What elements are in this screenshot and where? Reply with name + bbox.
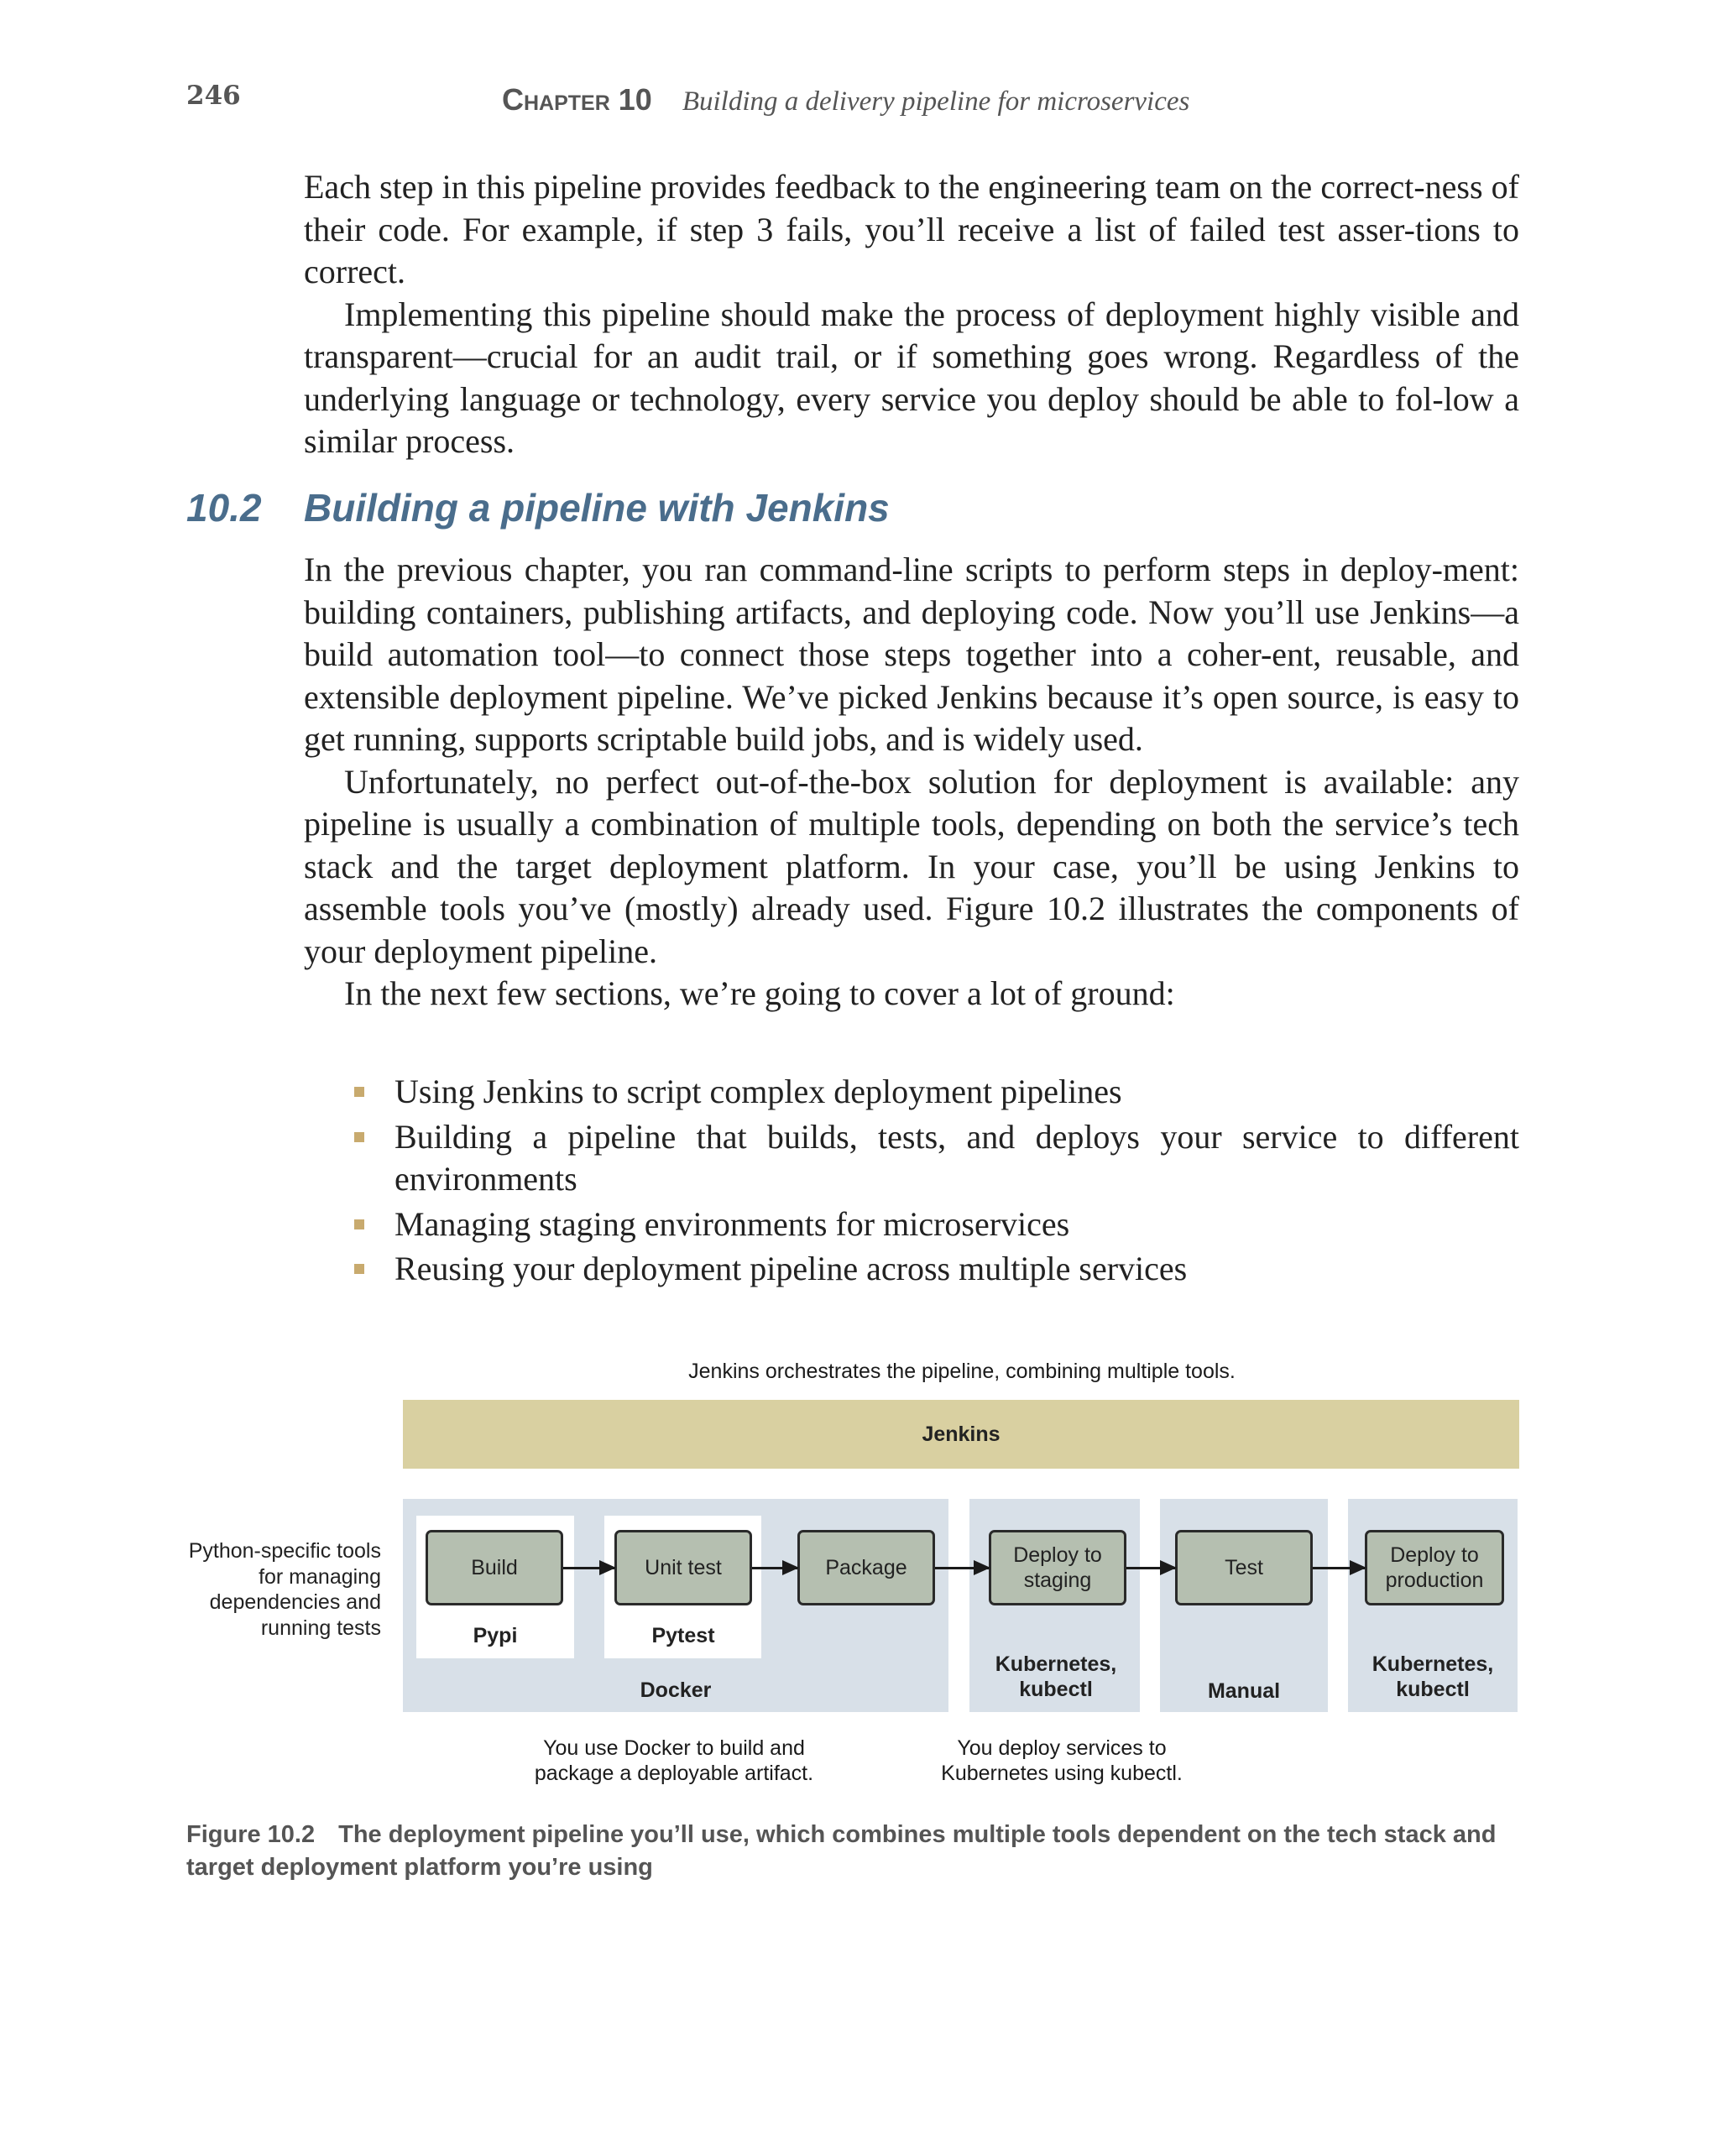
intro-paragraph-2: Implementing this pipeline should make the process of deployment highly visible and transparent—crucial for an audit trail, or if something goes wrong. Regardless of the underlying language or technology, every service you deploy should be able to fol-low a similar process. <box>304 295 1519 460</box>
list-item-text: Using Jenkins to script complex deployment pipelines <box>394 1073 1122 1110</box>
section-title: Building a pipeline with Jenkins <box>304 486 890 530</box>
running-head <box>502 82 1189 117</box>
bullet-square-icon <box>354 1132 364 1142</box>
kubernetes-production-label: Kubernetes, kubectl <box>1372 1652 1494 1701</box>
section-paragraph-3: In the next few sections, we’re going to cover a lot of ground: <box>344 974 1175 1012</box>
pytest-label: Pytest <box>651 1624 715 1647</box>
section-paragraph-1: In the previous chapter, you ran command-line scripts to perform steps in deploy-ment: building containers, publishing artifacts, and deploying code. Now you’ll use Jenkins—a build automation tool—to connect those steps together into a coher-ent, reusable, and extensible deployment pipeline. We’ve picked Jenkins because it’s open source, is easy to get running, supports scriptable build jobs, and is widely used. <box>304 551 1519 758</box>
bullet-square-icon <box>354 1087 364 1097</box>
chapter-title: Building a delivery pipeline for microservices <box>682 86 1190 117</box>
kubernetes-callout: You deploy services to Kubernetes using kubectl. <box>941 1736 1183 1785</box>
package-step: Package <box>797 1530 935 1605</box>
docker-callout: You use Docker to build and package a deployable artifact. <box>534 1736 814 1785</box>
section-paragraph-2: Unfortunately, no perfect out-of-the-box solution for deployment is available: any pipeline is usually a combination of multiple tools, depending on both the service’s tech stack and the target deployment platform. In your case, you’ll be using Jenkins to assemble tools you’ve (mostly) already used. Figure 10.2 illustrates the components of your deployment pipeline. <box>304 762 1519 970</box>
list-item <box>304 1203 1519 1246</box>
chapter-label: Chapter 10 <box>502 82 652 117</box>
bullet-list <box>304 1071 1519 1293</box>
arrow-staging-to-test-icon <box>1126 1567 1175 1569</box>
figure-label: Figure 10.2 <box>186 1821 316 1848</box>
kubernetes-staging-label: Kubernetes, kubectl <box>995 1652 1117 1701</box>
section-text <box>304 549 1519 1015</box>
manual-label: Manual <box>1207 1679 1281 1703</box>
deploy-production-step: Deploy to production <box>1365 1530 1504 1605</box>
list-item <box>304 1116 1519 1201</box>
pypi-label: Pypi <box>473 1624 518 1647</box>
intro-text <box>304 166 1519 463</box>
jenkins-label: Jenkins <box>922 1422 1001 1446</box>
list-item <box>304 1071 1519 1114</box>
jenkins-callout: Jenkins orchestrates the pipeline, combining multiple tools. <box>688 1360 1236 1383</box>
unit-test-step: Unit test <box>614 1530 752 1605</box>
section-number: 10.2 <box>186 486 262 530</box>
list-item-text: Building a pipeline that builds, tests, and deploys your service to different environments <box>394 1117 1519 1198</box>
bullet-square-icon <box>354 1219 364 1229</box>
docker-label: Docker <box>640 1678 712 1702</box>
figure-caption <box>186 1819 1529 1883</box>
python-tools-note: Python-specific tools for managing dependencies and running tests <box>188 1539 381 1640</box>
list-item-text: Reusing your deployment pipeline across multiple services <box>394 1250 1188 1287</box>
deploy-staging-step: Deploy to staging <box>989 1530 1126 1605</box>
list-item-text: Managing staging environments for microservices <box>394 1204 1070 1243</box>
arrow-unit-test-to-package-icon <box>752 1567 797 1569</box>
test-step: Test <box>1175 1530 1313 1605</box>
arrow-build-to-unit-test-icon <box>563 1567 614 1569</box>
arrow-test-to-production-icon <box>1313 1567 1365 1569</box>
list-item <box>304 1248 1519 1291</box>
build-step: Build <box>426 1530 563 1605</box>
arrow-package-to-staging-icon <box>935 1567 989 1569</box>
section-heading <box>186 485 890 530</box>
jenkins-bar <box>403 1400 1519 1469</box>
page-number: 246 <box>186 81 241 111</box>
intro-paragraph-1: Each step in this pipeline provides feedback to the engineering team on the correct-ness of their code. For example, if step 3 fails, you’ll receive a list of failed test asser-tions to correct. <box>304 168 1519 290</box>
bullet-square-icon <box>354 1264 364 1274</box>
figure-caption-text: The deployment pipeline you’ll use, which combines multiple tools dependent on the tech stack and target deployment platform you’re using <box>186 1821 1497 1881</box>
